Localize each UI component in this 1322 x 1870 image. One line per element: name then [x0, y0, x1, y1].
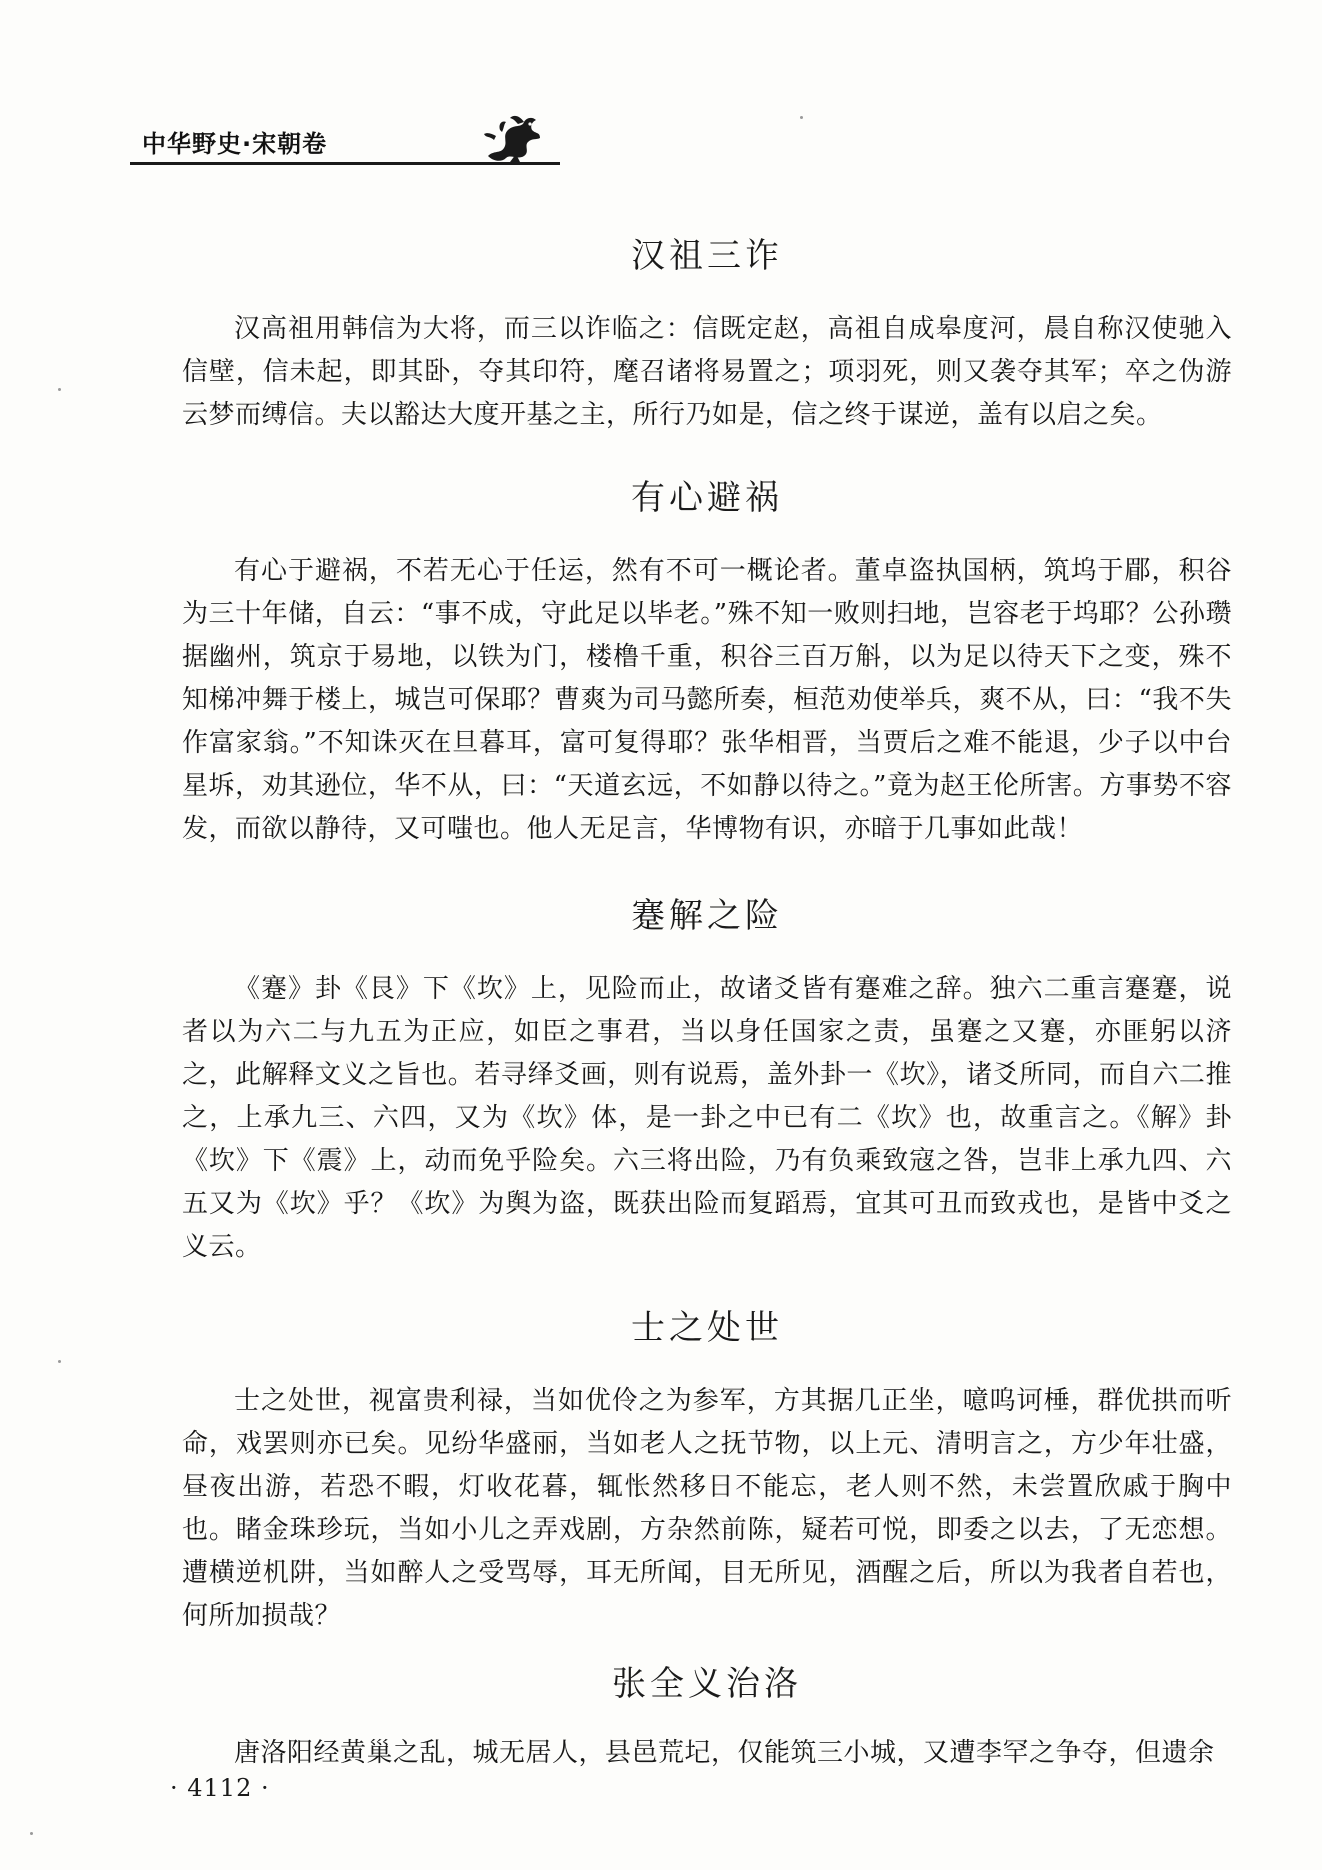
scan-speck — [58, 1360, 61, 1363]
scan-speck — [800, 116, 803, 119]
dragon-emblem-icon — [480, 110, 544, 166]
section-title: 蹇解之险 — [631, 896, 783, 936]
book-title: 中华野史·宋朝卷 — [142, 130, 328, 158]
section-body: 《蹇》卦《艮》下《坎》上，见险而止，故诸爻皆有蹇难之辞。独六二重言蹇蹇，说者以为六二与九五为正应，如臣之事君，当以身任国家之责，虽蹇之又蹇，亦匪躬以济之，此解释文义之旨也。若寻绎爻画，则有说焉，盖外卦一《坎》，诸爻所同，而自六二推之，上承九三、六四，又为《坎》体，是一卦之中已有二《坎》也，故重言之。《解》卦《坎》下《震》上，动而免乎险矣。六三将出险，乃有负乘致寇之咎，岂非上承九四、六五又为《坎》乎？《坎》为舆为盗，既获出险而复蹈焉，宜其可丑而致戎也，是皆中爻之义云。 — [182, 974, 1232, 1262]
section-body: 唐洛阳经黄巢之乱，城无居人，县邑荒圮，仅能筑三小城，又遭李罕之争夺，但遗余 — [234, 1738, 1215, 1768]
header-rule — [130, 162, 560, 165]
section-body: 汉高祖用韩信为大将，而三以诈临之：信既定赵，高祖自成皋度河，晨自称汉使驰入信壁，信未起，即其卧，夺其印符，麾召诸将易置之；项羽死，则又袭夺其军；卒之伪游云梦而缚信。夫以豁达大度开基之主，所行乃如是，信之终于谋逆，盖有以启之矣。 — [182, 314, 1232, 430]
section-title: 士之处世 — [631, 1308, 783, 1348]
section-body: 有心于避祸，不若无心于任运，然有不可一概论者。董卓盗执国柄，筑坞于郿，积谷为三十年储，自云：“事不成，守此足以毕老。”殊不知一败则扫地，岂容老于坞耶？公孙瓒据幽州，筑京于易地，以铁为门，楼橹千重，积谷三百万斛，以为足以待天下之变，殊不知梯冲舞于楼上，城岂可保耶？曹爽为司马懿所奏，桓范劝使举兵，爽不从，曰：“我不失作富家翁。”不知诛灭在旦暮耳，富可复得耶？张华相晋，当贾后之难不能退，少子以中台星坼，劝其逊位，华不从，曰：“天道玄远，不如静以待之。”竟为赵王伦所害。方事势不容发，而欲以静待，又可嗤也。他人无足言，华博物有识，亦暗于几事如此哉！ — [182, 556, 1232, 844]
scan-speck — [58, 388, 61, 391]
scan-speck — [30, 1832, 33, 1835]
section-title: 有心避祸 — [631, 478, 783, 518]
page-number: · 4112 · — [170, 1774, 270, 1802]
section-title: 张全义治洛 — [612, 1664, 802, 1704]
section-body: 士之处世，视富贵利禄，当如优伶之为参军，方其据几正坐，噫呜诃棰，群优拱而听命，戏罢则亦已矣。见纷华盛丽，当如老人之抚节物，以上元、清明言之，方少年壮盛，昼夜出游，若恐不暇，灯收花暮，辄怅然移日不能忘，老人则不然，未尝置欣戚于胸中也。睹金珠珍玩，当如小儿之弄戏剧，方杂然前陈，疑若可悦，即委之以去，了无恋想。遭横逆机阱，当如醉人之受骂辱，耳无所闻，目无所见，酒醒之后，所以为我者自若也，何所加损哉？ — [182, 1386, 1232, 1631]
section-title: 汉祖三诈 — [631, 236, 783, 276]
running-header — [130, 110, 560, 170]
